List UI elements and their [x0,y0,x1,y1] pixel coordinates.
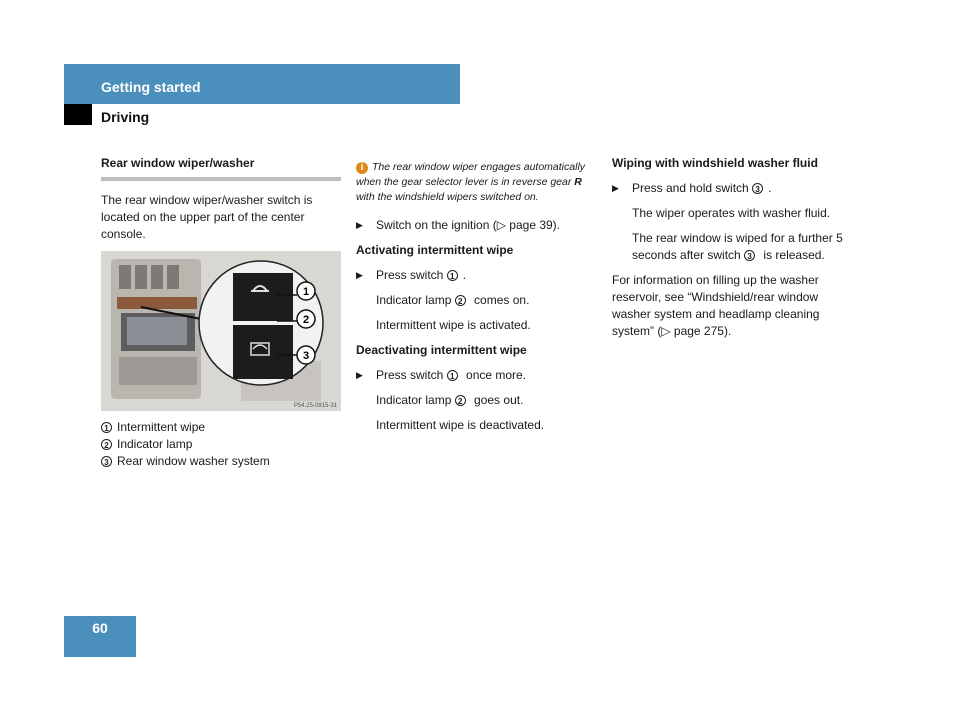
switch-num: 1 [447,370,458,381]
result-text: Intermittent wipe is activated. [376,318,531,332]
result-part: Indicator lamp [376,393,455,407]
gear-r: R [574,176,582,188]
result-part: comes on. [470,293,530,307]
switch-num: 3 [744,250,755,261]
legend-text: Intermittent wipe [117,420,206,434]
step-text: Switch on the ignition (▷ page 39). [376,218,561,232]
step-ignition [356,217,596,234]
switch-num: 3 [752,183,763,194]
info-icon: i [356,162,368,174]
switch-num: 1 [447,270,458,281]
section-title: Getting started [101,79,201,95]
deactivate-heading: Deactivating intermittent wipe [356,343,527,357]
step-text [376,267,466,284]
step-arrow-icon: ▶ [356,270,363,280]
intro-text: The rear window wiper/washer switch is located on the upper part of the center console. [101,193,313,241]
step-washer [612,180,852,197]
step-part: Press switch [376,368,447,382]
legend-num: 3 [101,456,112,467]
console-switch-photo [101,251,341,411]
callout-2: 2 [302,314,310,326]
rear-wiper-heading: Rear window wiper/washer [101,156,255,170]
reservoir-info: For information on filling up the washer reservoir, see “Windshield/rear window washer system and headlamp cleaning system” (▷ page 275). [612,273,820,338]
step-deactivate [356,367,596,384]
step-part: . [768,181,772,195]
callout-1: 1 [302,286,310,298]
header-marker [64,104,92,125]
result-part: The rear window is wiped for a further 5 seconds after switch [632,231,843,262]
step-arrow-icon: ▶ [356,370,363,380]
callout-3: 3 [302,350,310,362]
step-arrow-icon: ▶ [356,220,363,230]
result-text [612,230,852,264]
result-part: Indicator lamp [376,293,455,307]
subsection-title: Driving [101,109,150,125]
step-text [376,367,526,384]
step-part: once more. [462,368,527,382]
step-part: Press switch [376,268,447,282]
result-text [356,392,596,409]
step-arrow-icon: ▶ [612,183,619,193]
column-1 [101,155,341,470]
legend-item [101,419,341,436]
step-text [632,180,771,197]
result-text [356,292,596,309]
info-note [356,160,596,205]
note-text-end: with the windshield wipers switched on. [356,191,539,203]
legend-item [101,436,341,453]
step-part: . [462,268,467,282]
note-text: The rear window wiper engages automatically when the gear selector lever is in reverse gear [356,161,586,188]
page-number: 60 [92,620,108,636]
result-text: Intermittent wipe is deactivated. [376,418,545,432]
activate-heading: Activating intermittent wipe [356,243,514,257]
step-activate [356,267,596,284]
washer-heading: Wiping with windshield washer fluid [612,156,818,170]
heading-rule [101,177,341,181]
column-3 [612,155,852,348]
legend-num: 2 [101,439,112,450]
lamp-num: 2 [455,395,466,406]
legend-text: Rear window washer system [117,454,270,468]
figure-legend [101,419,341,470]
result-text: The wiper operates with washer fluid. [632,206,831,220]
column-2 [356,160,596,442]
result-part: goes out. [470,393,524,407]
figure-code: P54.25-0815-31 [293,403,337,409]
legend-item [101,453,341,470]
legend-num: 1 [101,422,112,433]
step-part: Press and hold switch [632,181,753,195]
console-illustration [101,251,341,411]
lamp-num: 2 [455,295,466,306]
result-part: is released. [760,248,825,262]
legend-text: Indicator lamp [117,437,193,451]
